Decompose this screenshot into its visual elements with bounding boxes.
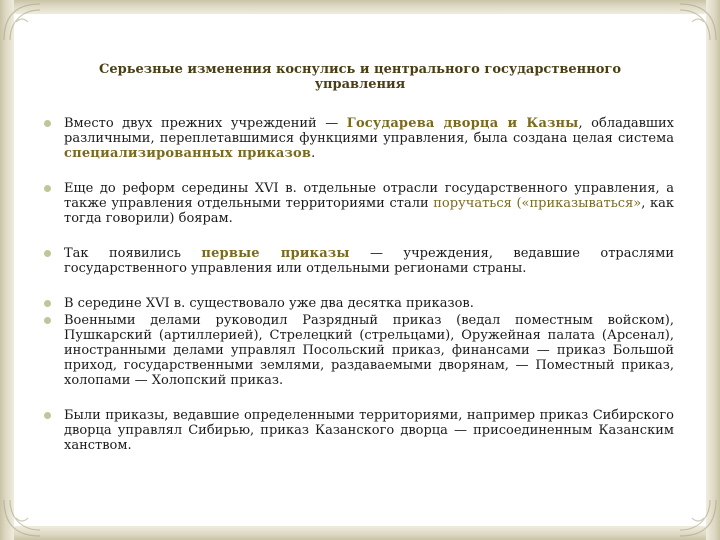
item-text: В середине XVI в. существовало уже два десятка приказов. <box>64 296 474 311</box>
slide-title: Серьезные изменения коснулись и центрального государственного управления <box>98 62 622 92</box>
item-text <box>64 246 674 276</box>
bullet-dot-icon <box>44 185 51 192</box>
item-text <box>64 116 674 161</box>
text-span: , как тогда говорили) боярам. <box>64 196 675 226</box>
text-span: Еще до реформ середины XVI в. отдельные отрасли государственного управления, а также управления отдельными территориями стали <box>64 181 674 211</box>
list-item <box>44 296 674 311</box>
text-span: . <box>311 146 316 161</box>
list-item <box>44 246 674 276</box>
corner-ornament-icon <box>678 498 718 538</box>
bullet-dot-icon <box>44 250 51 257</box>
border-left <box>0 0 14 540</box>
corner-ornament-icon <box>2 2 42 42</box>
bullet-dot-icon <box>44 120 51 127</box>
list-item <box>44 313 674 388</box>
item-text <box>64 181 674 226</box>
text-span: Вместо двух прежних учреждений — <box>64 116 347 131</box>
list-item <box>44 408 674 453</box>
highlight-text: специализированных приказов <box>64 146 312 161</box>
highlight-text: первые приказы <box>201 246 350 261</box>
text-span: , обладавших различными, переплетавшимися функциями управления, была создана целая система <box>64 116 674 146</box>
highlight-text: поручаться («приказываться» <box>433 196 642 211</box>
bullet-list <box>44 116 674 453</box>
text-span: — учреждения, ведавшие отраслями государственного управления или отдельными регионами страны. <box>64 246 674 276</box>
border-right <box>706 0 720 540</box>
highlight-text: Государева дворца и Казны <box>346 116 579 131</box>
bullet-dot-icon <box>44 412 51 419</box>
corner-ornament-icon <box>2 498 42 538</box>
text-span: Так появились <box>64 246 202 261</box>
border-bottom <box>0 526 720 540</box>
bullet-dot-icon <box>44 317 51 324</box>
item-text: Были приказы, ведавшие определенными территориями, например приказ Сибирского дворца управлял Сибирью, приказ Казанского дворца — присоединенным Казанским ханством. <box>64 408 674 453</box>
list-item <box>44 181 674 226</box>
corner-ornament-icon <box>678 2 718 42</box>
border-top <box>0 0 720 14</box>
bullet-dot-icon <box>44 300 51 307</box>
item-text: Военными делами руководил Разрядный приказ (ведал поместным войском), Пушкарский (артиллерией), Стрелецкий (стрельцами), Оружейная палата (Арсенал), иностранными делами управлял Посольский приказ, финансами — приказ Большой приход, государственными землями, раздаваемыми дворянам, — Поместный приказ, холопами — Холопский приказ. <box>64 313 674 388</box>
list-item <box>44 116 674 161</box>
